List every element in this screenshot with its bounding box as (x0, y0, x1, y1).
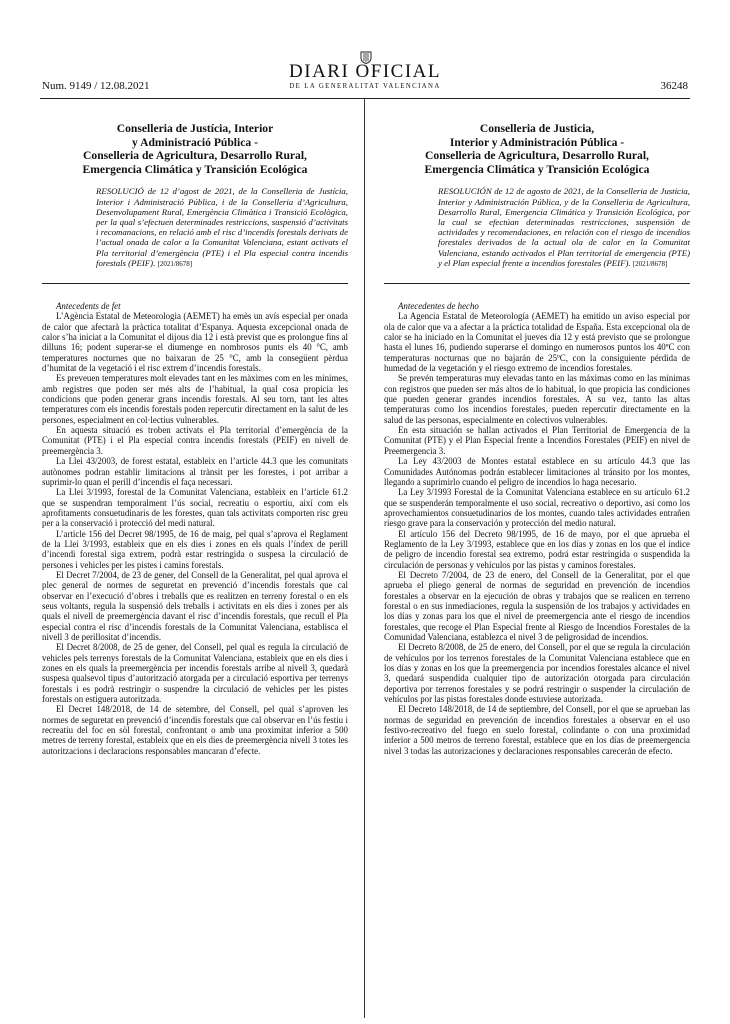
section-heading: Antecedentes de hecho (398, 301, 479, 311)
paragraph: La Ley 3/1993 Forestal de la Comunitat Valenciana establece en su artículo 61.2 que se suspenderán temporalmente el uso social, recreativo o deportivo, así como los aprovechamientos consuetudinarios de los montes, cuando tales actividades entrañen riesgo grave para la conservación y protección del medio natural. (384, 487, 690, 529)
header-divider (40, 98, 690, 99)
resolution-divider (42, 283, 348, 284)
logo-title: DIARI OFICIAL (289, 61, 441, 82)
page-number: 36248 (660, 80, 688, 92)
department-line: Emergencia Climática y Transición Ecológica (424, 162, 650, 176)
department-title (384, 122, 690, 176)
paragraph: Se prevén temperaturas muy elevadas tanto en las máximas como en las mínimas con registros que pueden ser más altos de lo habitual, lo que propicia las condiciones que pueden generar grandes incendios forestales. A su vez, tanto las altas temperaturas como los incendios forestales, pueden repercutir directamente en la salud de las personas, especialmente en colectivos vulnerables. (384, 373, 690, 425)
paragraph: La Llei 3/1993, forestal de la Comunitat Valenciana, estableix en l’article 61.2 que se suspendran temporalment l’ús social, recreatiu o esportiu, així com els aprofitaments consuetudinaris de les forestes, quan tals activitats comporten risc greu per a la conservació i protecció del medi natural. (42, 487, 348, 529)
paragraph: En esta situación se hallan activados el Plan Territorial de Emergencia de la Comunitat (PTE) y el Plan Especial frente a Incendios Forestales (PEIF) en nivel de Preemergencia 3. (384, 425, 690, 456)
department-line: y Administració Pública - (132, 135, 258, 149)
department-line: Conselleria de Agricultura, Desarrollo Rural, (83, 149, 307, 163)
department-title (42, 122, 348, 176)
spanish-column (384, 122, 690, 756)
department-line: Emergencia Climática y Transición Ecológica (82, 162, 308, 176)
paragraph: El Decret 7/2004, de 23 de gener, del Consell de la Generalitat, pel qual aprova el plec general de normes de seguretat en prevenció d’incendis forestals que cal observar en l’execució d’obres i treballs que es realitzen en terreny forestal o en els seus voltants, regula la suspensió dels treballs i activitats en els dies i zones per als quals el nivell de preemergència davant el risc d’incendis forestals, que recull el Pla especial contra el risc d’incendis forestals de la Comunitat Valenciana, establisca el nivell 3 de perillositat d’incendis. (42, 569, 348, 642)
section-heading: Antecedents de fet (56, 301, 121, 311)
department-line: Conselleria de Justícia, Interior (116, 122, 274, 135)
paragraph: Es preveuen temperatures molt elevades tant en les màximes com en les mínimes, amb registres que poden ser més alts de l’habitual, la qual cosa propicia les condicions que poden generar grans incendis forestals. Al seu torn, tant les altes temperatures com els incendis forestals poden repercutir directament en la salut de les persones, especialment en col·lectius vulnerables. (42, 373, 348, 425)
reference-number: [2021/8678] (157, 259, 193, 268)
paragraph: El Decreto 148/2018, de 14 de septiembre, del Consell, por el que se aprueban las normas de seguridad en prevención de incendios forestales a observar en el uso festivo-recreativo del fuego en suelo forestal, colindante o con una proximidad inferior a 500 metros de terreno forestal, establece que en los días de preemergencia nivel 3 todas las autorizaciones y declaraciones responsables carecerán de efecto. (384, 704, 690, 756)
department-line: Conselleria de Justicia, (479, 122, 595, 135)
paragraph: La Llei 43/2003, de forest estatal, estableix en l’article 44.3 que les comunitats autònomes podran establir limitacions al trànsit per les forestes, i pot arribar a suprimir-lo quan el perill d’incendis el faça necessari. (42, 456, 348, 487)
paragraph: El artículo 156 del Decreto 98/1995, de 16 de mayo, por el que aprueba el Reglamento de la Ley 3/1993, establece que en los días y zonas en los que el índice de peligro de incendio forestal sea extremo, podrá estar restringida o suspendida la circulación de personas y vehículos por las pistas y caminos forestales. (384, 528, 690, 570)
paragraph: El Decreto 8/2008, de 25 de enero, del Consell, por el que se regula la circulación de vehículos por los terrenos forestales de la Comunitat Valenciana establece que en los días y zonas en los que la preemergencia por incendios forestales alcance el nivel 3, quedará suspendida cualquier tipo de autorización otorgada para circulación deportiva por terrenos forestales y se podrá restringir o suspender la circulación de vehículos por las pistas forestales donde estuviese autorizada. (384, 642, 690, 705)
paragraph: L’Agència Estatal de Meteorologia (AEMET) ha emès un avís especial per onada de calor que afectarà la pràctica totalitat d’Espanya. Aquesta excepcional onada de calor s’ha iniciat a la Comunitat el dijous dia 12 i està previst que es prolongue fins al dilluns 16; podent superar-se el diumenge en nombrosos punts els 40 °C, amb temperatures nocturnes que no baixaran de 25 °C, amb la consegüent pèrdua d’humitat de la vegetació i el risc extrem d’incendis forestals. (42, 311, 348, 374)
column-divider (364, 98, 365, 1018)
diari-oficial-logo (275, 46, 455, 90)
paragraph: En aquesta situació es troben activats el Pla territorial d’emergència de la Comunitat (PTE) i el Pla especial contra incendis forestals (PEIF) en nivell de preemergència 3. (42, 425, 348, 456)
resolution-divider (384, 283, 690, 284)
paragraph: El Decret 148/2018, de 14 de setembre, del Consell, pel qual s’aproven les normes de seguretat en prevenció d’incendis forestals que cal observar en l’ús festiu i recreatiu del foc en sòl forestal, confrontant o amb una proximitat inferior a 500 metres de terreny forestal, estableix que en els dies de preemergència nivell 3 totes les autoritzacions i declaracions responsables mancaran d’efecte. (42, 704, 348, 756)
resolution-summary (438, 186, 690, 269)
paragraph: La Agencia Estatal de Meteorología (AEMET) ha emitido un aviso especial por ola de calor que va a afectar a la práctica totalidad de España. Esta excepcional ola de calor se ha iniciado en la Comunitat el jueves día 12 y está previsto que se prolongue hasta el lunes 16, pudiendo superarse el domingo en numerosos puntos los 40ºC con temperaturas nocturnas que no bajarán de 25ºC, con la consiguiente pérdida de humedad de la vegetación y el riesgo extremo de incendios forestales. (384, 311, 690, 374)
department-line: Interior y Administración Pública - (449, 135, 625, 149)
paragraph: La Ley 43/2003 de Montes estatal establece en su artículo 44.3 que las Comunidades Autónomas podrán establecer limitaciones al tránsito por los montes, llegando a suprimirlo cuando el peligro de incendios lo haga necesario. (384, 456, 690, 487)
reference-number: [2021/8678] (632, 259, 668, 268)
resolution-summary (96, 186, 348, 269)
department-line: Conselleria de Agricultura, Desarrollo Rural, (425, 149, 649, 163)
valencian-column (42, 122, 348, 756)
issue-number: Num. 9149 / 12.08.2021 (42, 80, 150, 92)
logo-subtitle: DE LA GENERALITAT VALENCIANA (289, 83, 441, 90)
resolution-text: RESOLUCIÓ de 12 d’agost de 2021, de la Conselleria de Justícia, Interior i Administració Pública, i de la Conselleria d’Agricultura, Desenvolupament Rural, Emergència Climàtica i Transició Ecològica, per la qual s’efectuen determinades restriccions, suspensió d’activitats i recomanacions, en relació amb el risc d’incendis forestals derivats de l’actual onada de calor a la Comunitat Valenciana, estant activats el Pla territorial d’emergència (PTE) i el Pla especial contra incendis forestals (PEIF). (96, 186, 348, 268)
paragraph: El Decret 8/2008, de 25 de gener, del Consell, pel qual es regula la circulació de vehicles pels terrenys forestals de la Comunitat Valenciana, estableix que en els dies i zones en els quals la preemergència per incendis forestals arribe al nivell 3, quedarà suspesa qualsevol tipus d’autorització atorgada per a circulació esportiva per terrenys forestals i es podrà restringir o suspendre la circulació de vehicles per les pistes forestals on estiguera autoritzada. (42, 642, 348, 705)
resolution-text: RESOLUCIÓN de 12 de agosto de 2021, de la Conselleria de Justicia, Interior y Administración Pública, y de la Conselleria de Agricultura, Desarrollo Rural, Emergencia Climática y Transición Ecológica, por la cual se efectúan determinadas restricciones, suspensión de actividades y recomendaciones, en relación con el riesgo de incendios forestales derivados de la actual ola de calor en la Comunitat Valenciana, estando activados el Plan territorial de emergencia (PTE) y el Plan especial frente a incendios forestales (PEIF). (438, 186, 690, 268)
paragraph: L’article 156 del Decret 98/1995, de 16 de maig, pel qual s’aprova el Reglament de la Llei 3/1993, estableix que en els dies i zones en els quals l’índex de perill d’incendi forestal siga extrem, podrà estar restringida o suspesa la circulació de persones i vehicles per les pistes i camins forestals. (42, 528, 348, 570)
paragraph: El Decreto 7/2004, de 23 de enero, del Consell de la Generalitat, por el que aprueba el pliego general de normas de seguridad en prevención de incendios forestales a observar en la ejecución de obras y trabajos que se realicen en terreno forestal o en sus inmediaciones, regula la suspensión de los trabajos y actividades en los días y zonas para los que el nivel de preemergencia ante el riesgo de incendios forestales, que recoge el Plan Especial frente al Riesgo de Incendios Forestales de la Comunidad Valenciana, establezca el nivel 3 de peligrosidad de incendios. (384, 569, 690, 642)
